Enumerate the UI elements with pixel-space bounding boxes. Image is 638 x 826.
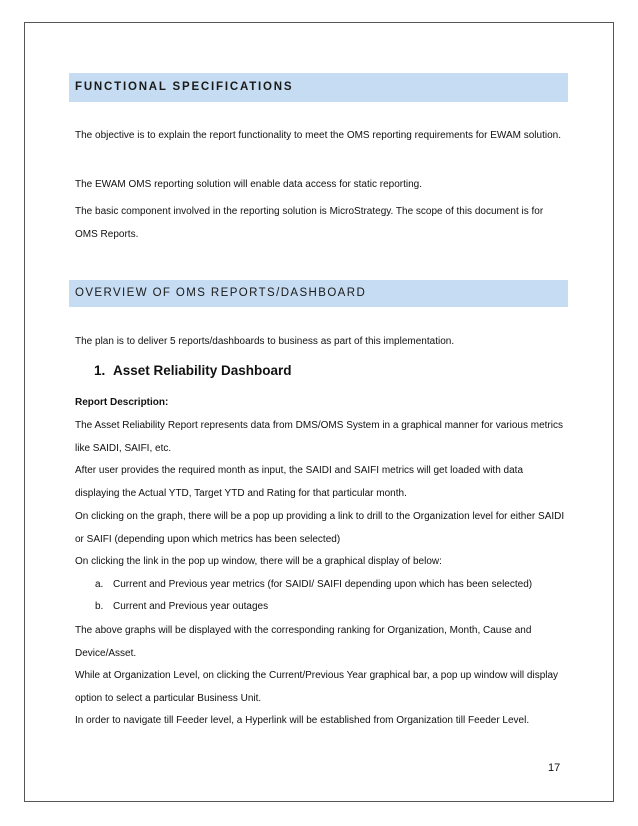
ranking-paragraph: The above graphs will be displayed with the corresponding ranking for Organization, Month, Cause and Device/Asset. bbox=[75, 625, 532, 659]
list-item bbox=[95, 596, 575, 618]
subsection-title-text: Asset Reliability Dashboard bbox=[113, 363, 292, 378]
description-paragraph-4: On clicking the link in the pop up window, there will be a graphical display of below: bbox=[75, 556, 442, 567]
objective-paragraph: The objective is to explain the report functionality to meet the OMS reporting requirements for EWAM solution. bbox=[75, 130, 561, 141]
static-reporting-paragraph: The EWAM OMS reporting solution will enable data access for static reporting. bbox=[75, 179, 423, 190]
feeder-level-paragraph: In order to navigate till Feeder level, a Hyperlink will be established from Organization till Feeder Level. bbox=[75, 715, 530, 726]
list-item-text: Current and Previous year metrics (for SAIDI/ SAIFI depending upon which has been selected) bbox=[113, 579, 533, 590]
list-item-text: Current and Previous year outages bbox=[113, 601, 269, 612]
description-paragraph-2: After user provides the required month as input, the SAIDI and SAIFI metrics will get loaded with data displaying the Actual YTD, Target YTD and Rating for that particular month. bbox=[75, 465, 524, 499]
business-unit-paragraph: While at Organization Level, on clicking the Current/Previous Year graphical bar, a pop up window will display option to select a particular Business Unit. bbox=[75, 670, 559, 704]
report-description-label: Report Description: bbox=[75, 397, 169, 408]
section-heading-overview: OVERVIEW OF OMS REPORTS/DASHBOARD bbox=[69, 280, 568, 307]
page-number: 17 bbox=[548, 762, 561, 774]
subsection-number: 1. bbox=[94, 363, 106, 378]
list-marker: b. bbox=[95, 601, 104, 612]
description-paragraph-1: The Asset Reliability Report represents data from DMS/OMS System in a graphical manner for various metrics like SAIDI, SAIFI, etc. bbox=[75, 420, 563, 454]
list-marker: a. bbox=[95, 579, 104, 590]
subsection-title bbox=[94, 361, 292, 381]
description-paragraph-3: On clicking on the graph, there will be a pop up providing a link to drill to the Organization level for either SAIDI or SAIFI (depending upon which metrics has been selected) bbox=[75, 511, 565, 545]
list-item bbox=[95, 574, 575, 596]
microstrategy-paragraph: The basic component involved in the reporting solution is MicroStrategy. The scope of this document is for OMS Reports. bbox=[75, 206, 544, 240]
section-heading-functional-specifications: FUNCTIONAL SPECIFICATIONS bbox=[69, 73, 568, 102]
plan-paragraph: The plan is to deliver 5 reports/dashboards to business as part of this implementation. bbox=[75, 336, 455, 347]
